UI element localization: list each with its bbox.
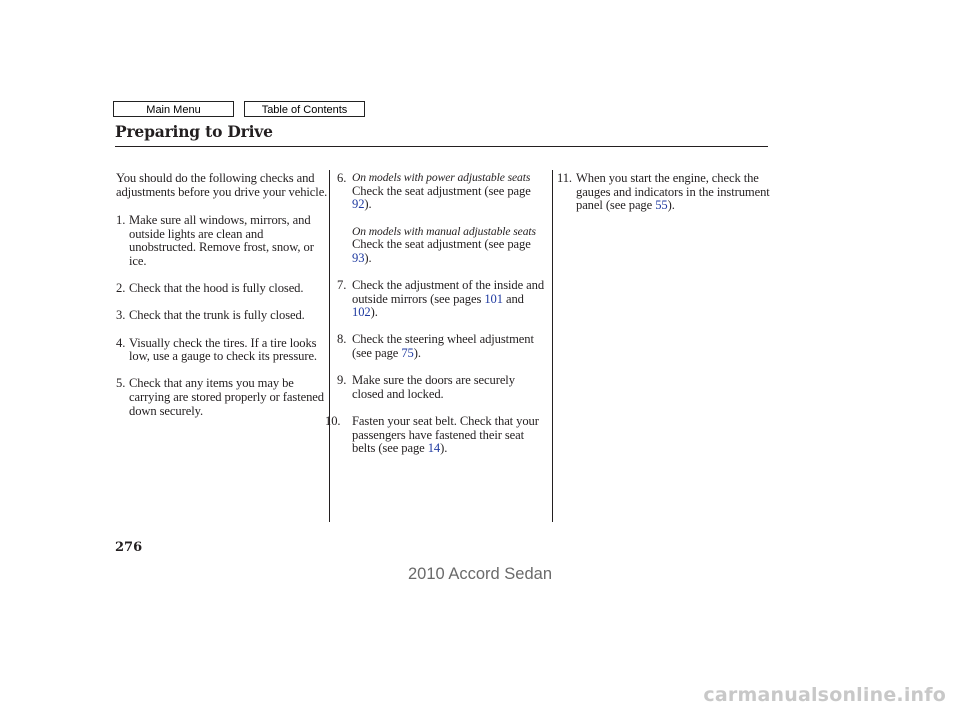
header-rule bbox=[115, 146, 768, 147]
table-of-contents-button[interactable]: Table of Contents bbox=[244, 101, 365, 117]
column-divider-1 bbox=[329, 170, 330, 522]
page-link-14[interactable]: 14 bbox=[427, 441, 441, 456]
footer-model-name: 2010 Accord Sedan bbox=[407, 565, 553, 583]
main-menu-button[interactable]: Main Menu bbox=[113, 101, 234, 117]
page-link-92[interactable]: 92 bbox=[352, 197, 365, 212]
page-title: Preparing to Drive bbox=[115, 122, 273, 141]
list-item-10: 10. Fasten your seat belt. Check that your passengers have fastened their seat belts (see page 14). bbox=[325, 413, 539, 456]
intro-paragraph: You should do the following checks and adjustments before you drive your vehicle. bbox=[116, 171, 328, 199]
item-number: 4. bbox=[116, 335, 126, 350]
item-number: 7. bbox=[337, 277, 347, 292]
column-2 bbox=[325, 171, 547, 469]
page-link-101[interactable]: 101 bbox=[484, 291, 503, 306]
model-note-power: On models with power adjustable seats bbox=[352, 171, 531, 184]
page-number: 276 bbox=[115, 540, 143, 555]
item-text: When you start the engine, check the gauges and indicators in the instrument panel (see page bbox=[576, 171, 770, 213]
item-text: Check the seat adjustment (see page bbox=[352, 237, 531, 252]
list-item-5 bbox=[116, 377, 328, 418]
item-text: Make sure the doors are securely closed and locked. bbox=[352, 373, 515, 401]
model-note-manual: On models with manual adjustable seats bbox=[352, 224, 536, 238]
item-text: Make sure all windows, mirrors, and outside lights are clean and unobstructed. Remove frost, snow, or ice. bbox=[129, 213, 314, 268]
site-watermark: carmanualsonline.info bbox=[703, 684, 946, 706]
list-item-6: 6. On models with power adjustable seats Check the seat adjustment (see page 92). On models with manual adjustable seats Check the seat adjustment (see page 93). bbox=[337, 172, 547, 265]
column-divider-2 bbox=[552, 170, 553, 522]
column-3 bbox=[558, 172, 770, 226]
item-text: Check that any items you may be carrying are stored properly or fastened down securely. bbox=[129, 376, 324, 418]
list-item-8: 8. Check the steering wheel adjustment (see page 75). bbox=[337, 332, 534, 360]
list-item-4 bbox=[116, 337, 328, 364]
list-item-11: 11. When you start the engine, check the gauges and indicators in the instrument panel (see page 55). bbox=[557, 171, 770, 213]
list-item-2 bbox=[116, 282, 328, 296]
page-link-102[interactable]: 102 bbox=[352, 305, 371, 320]
item-text: Check the steering wheel adjustment (see page bbox=[352, 332, 534, 360]
page-link-55[interactable]: 55 bbox=[655, 198, 668, 213]
item-text: Fasten your seat belt. Check that your passengers have fastened their seat belts (see page bbox=[352, 413, 539, 456]
list-item-7: 7. Check the adjustment of the inside and outside mirrors (see pages 101 and 102). bbox=[337, 277, 545, 320]
item-text: Visually check the tires. If a tire looks low, use a gauge to check its pressure. bbox=[129, 335, 317, 364]
item-number: 1. bbox=[116, 213, 126, 228]
item-number: 6. bbox=[337, 171, 347, 185]
column-1 bbox=[116, 172, 328, 432]
item-number: 3. bbox=[116, 308, 126, 323]
item-text: Check that the hood is fully closed. bbox=[129, 281, 304, 296]
item-text: Check the seat adjustment (see page bbox=[352, 183, 531, 198]
item-number: 11. bbox=[557, 171, 572, 185]
item-text: Check the adjustment of the inside and outside mirrors (see pages bbox=[352, 277, 545, 306]
item-number: 10. bbox=[325, 413, 341, 428]
list-item-3 bbox=[116, 309, 328, 323]
page-link-93[interactable]: 93 bbox=[352, 250, 365, 265]
item-number: 8. bbox=[337, 332, 347, 347]
list-item-9 bbox=[337, 374, 547, 401]
item-text: Check that the trunk is fully closed. bbox=[129, 308, 305, 323]
page-link-75[interactable]: 75 bbox=[401, 345, 414, 360]
item-number: 5. bbox=[116, 376, 126, 391]
list-item-1 bbox=[116, 214, 328, 268]
item-number: 9. bbox=[337, 373, 347, 388]
item-number: 2. bbox=[116, 281, 126, 296]
